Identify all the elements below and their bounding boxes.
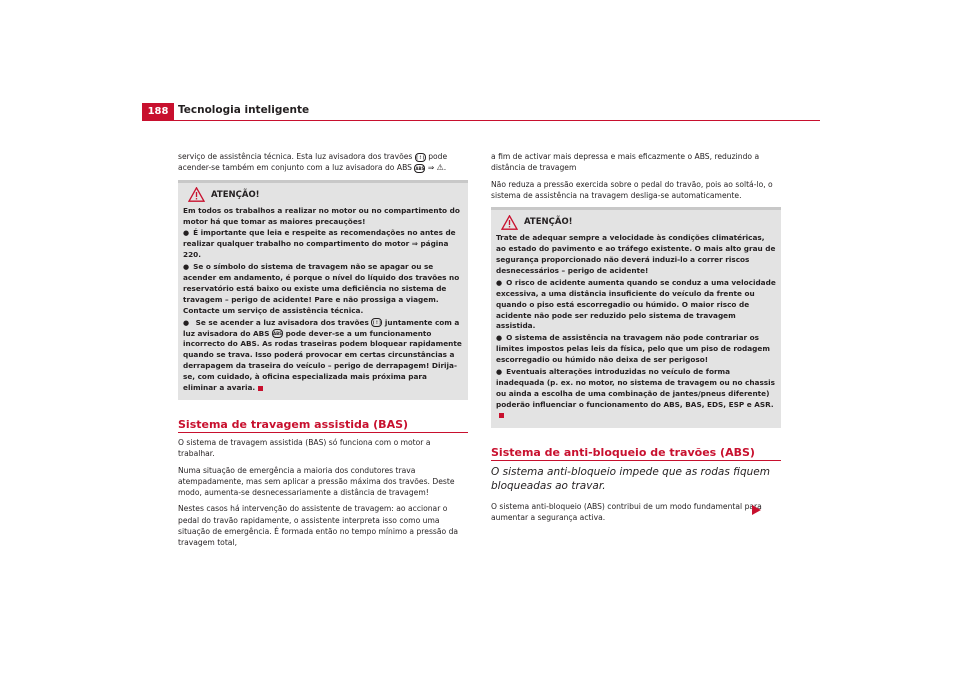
warning-box bbox=[491, 207, 781, 427]
warning-bullet: ● Eventuais alterações introduzidas no veículo de forma inadequada (p. ex. no motor, no sistema de travagem ou no chassis ou ainda a escolha de uma combinação de jantes/pneus diferente) poderão influenciar o funcionamento do ABS, BAS, EDS, ESP e ASR. bbox=[496, 367, 776, 422]
page-number: 188 bbox=[142, 103, 174, 120]
warning-bullet: ● O sistema de assistência na travagem não pode contrariar os limites impostos pelas leis da física, pelo que um piso de rodagem escorregadio ou húmido não deixa de ser perigoso! bbox=[496, 333, 776, 366]
warning-bullet: ● É importante que leia e respeite as recomendações no antes de realizar qualquer trabalho no compartimento do motor ⇒ página 220. bbox=[183, 228, 463, 261]
body-paragraph: Nestes casos há intervenção do assistente de travagem: ao accionar o pedal do travão rapidamente, o assistente interpreta isso como uma situação de emergência. É formada então no tempo mínimo a pressão da travagem total, bbox=[178, 504, 459, 548]
end-of-section-icon bbox=[258, 386, 263, 391]
warning-box bbox=[178, 180, 468, 400]
warning-triangle-icon bbox=[188, 187, 205, 202]
warning-bullet: ● Se se acender a luz avisadora dos travões ( ! ) juntamente com a luz avisadora do ABS ABS pode dever-se a um funcionamento incorrecto do ABS. As rodas traseiras podem bloquear rapidamente quando se trava. Isso poderá provocar em certas circunstâncias a derrapagem da traseira do veículo – perigo de derrapagem! Dirija-se, com cuidado, à oficina especializada mais próxima para eliminar a avaria. bbox=[183, 318, 463, 394]
body-paragraph: a fim de activar mais depressa e mais eficazmente o ABS, reduzindo a distância de travagem bbox=[491, 152, 760, 173]
section-heading-abs: Sistema de anti-bloqueio de travões (ABS) bbox=[491, 446, 781, 461]
warning-header bbox=[183, 187, 463, 203]
warning-bullet: ● O risco de acidente aumenta quando se conduz a uma velocidade excessiva, a uma distância insuficiente do veículo da frente ou quando o piso está escorregadio ou húmido. O maior risco de acidente não pode ser reduzido pelo sistema de travagem assistida. bbox=[496, 278, 776, 333]
intro-paragraph: serviço de assistência técnica. Esta luz avisadora dos travões ( ! ) pode acender-se também em conjunto com a luz avisadora do ABS ABS ⇒ ⚠. bbox=[178, 152, 448, 173]
brake-warning-light-icon: ( ! ) bbox=[372, 320, 381, 326]
warning-paragraph: Trate de adequar sempre a velocidade às condições climatéricas, ao estado do pavimento e ao tráfego existente. O mais alto grau de segurança proporcionado não deverá induzi-lo a correr riscos desnecessários – perigo de acidente! bbox=[496, 233, 776, 275]
warning-body bbox=[496, 233, 776, 421]
warning-triangle-icon bbox=[501, 215, 518, 230]
abs-warning-light-icon: ABS bbox=[415, 165, 425, 171]
body-paragraph: Numa situação de emergência a maioria dos condutores trava atempadamente, mas sem aplicar a pressão máxima dos travões. Deste modo, aumenta-se desnecessariamente a distância de travagem! bbox=[178, 465, 455, 498]
left-column bbox=[178, 151, 468, 554]
body-paragraph: O sistema de travagem assistida (BAS) só funciona com o motor a trabalhar. bbox=[178, 438, 431, 459]
warning-paragraph: Em todos os trabalhos a realizar no motor ou no compartimento do motor há que tomar as maiores precauções! bbox=[183, 205, 460, 226]
warning-header bbox=[496, 214, 776, 230]
section-heading-bas: Sistema de travagem assistida (BAS) bbox=[178, 418, 468, 433]
warning-bullet: ● Se o símbolo do sistema de travagem não se apagar ou se acender em andamento, é porque o nível do líquido dos travões no reservatório está baixo ou existe uma deficiência no sistema de travagem – perigo de acidente! Pare e não prossiga a viagem. Contacte um serviço de assistência técnica. bbox=[183, 262, 463, 317]
warning-body bbox=[183, 206, 463, 394]
body-paragraph: Não reduza a pressão exercida sobre o pedal do travão, pois ao soltá-lo, o sistema de assistência na travagem desliga-se automaticamente. bbox=[491, 179, 773, 200]
section-subtitle: O sistema anti-bloqueio impede que as rodas fiquem bloqueadas ao travar. bbox=[491, 465, 770, 492]
abs-warning-light-icon: ABS bbox=[273, 331, 283, 337]
body-paragraph: O sistema anti-bloqueio (ABS) contribui de um modo fundamental para aumentar a segurança activa. bbox=[491, 501, 762, 522]
right-column bbox=[491, 151, 781, 528]
chapter-title: Tecnologia inteligente bbox=[178, 104, 310, 116]
warning-title: ATENÇÃO! bbox=[211, 189, 260, 200]
warning-title: ATENÇÃO! bbox=[524, 217, 573, 228]
next-page-arrow-icon[interactable] bbox=[752, 505, 761, 515]
end-of-section-icon bbox=[499, 413, 504, 418]
header-rule bbox=[142, 120, 820, 121]
warning-triangle-icon: ⚠ bbox=[436, 163, 444, 173]
brake-warning-light-icon: ( ! ) bbox=[416, 154, 425, 160]
